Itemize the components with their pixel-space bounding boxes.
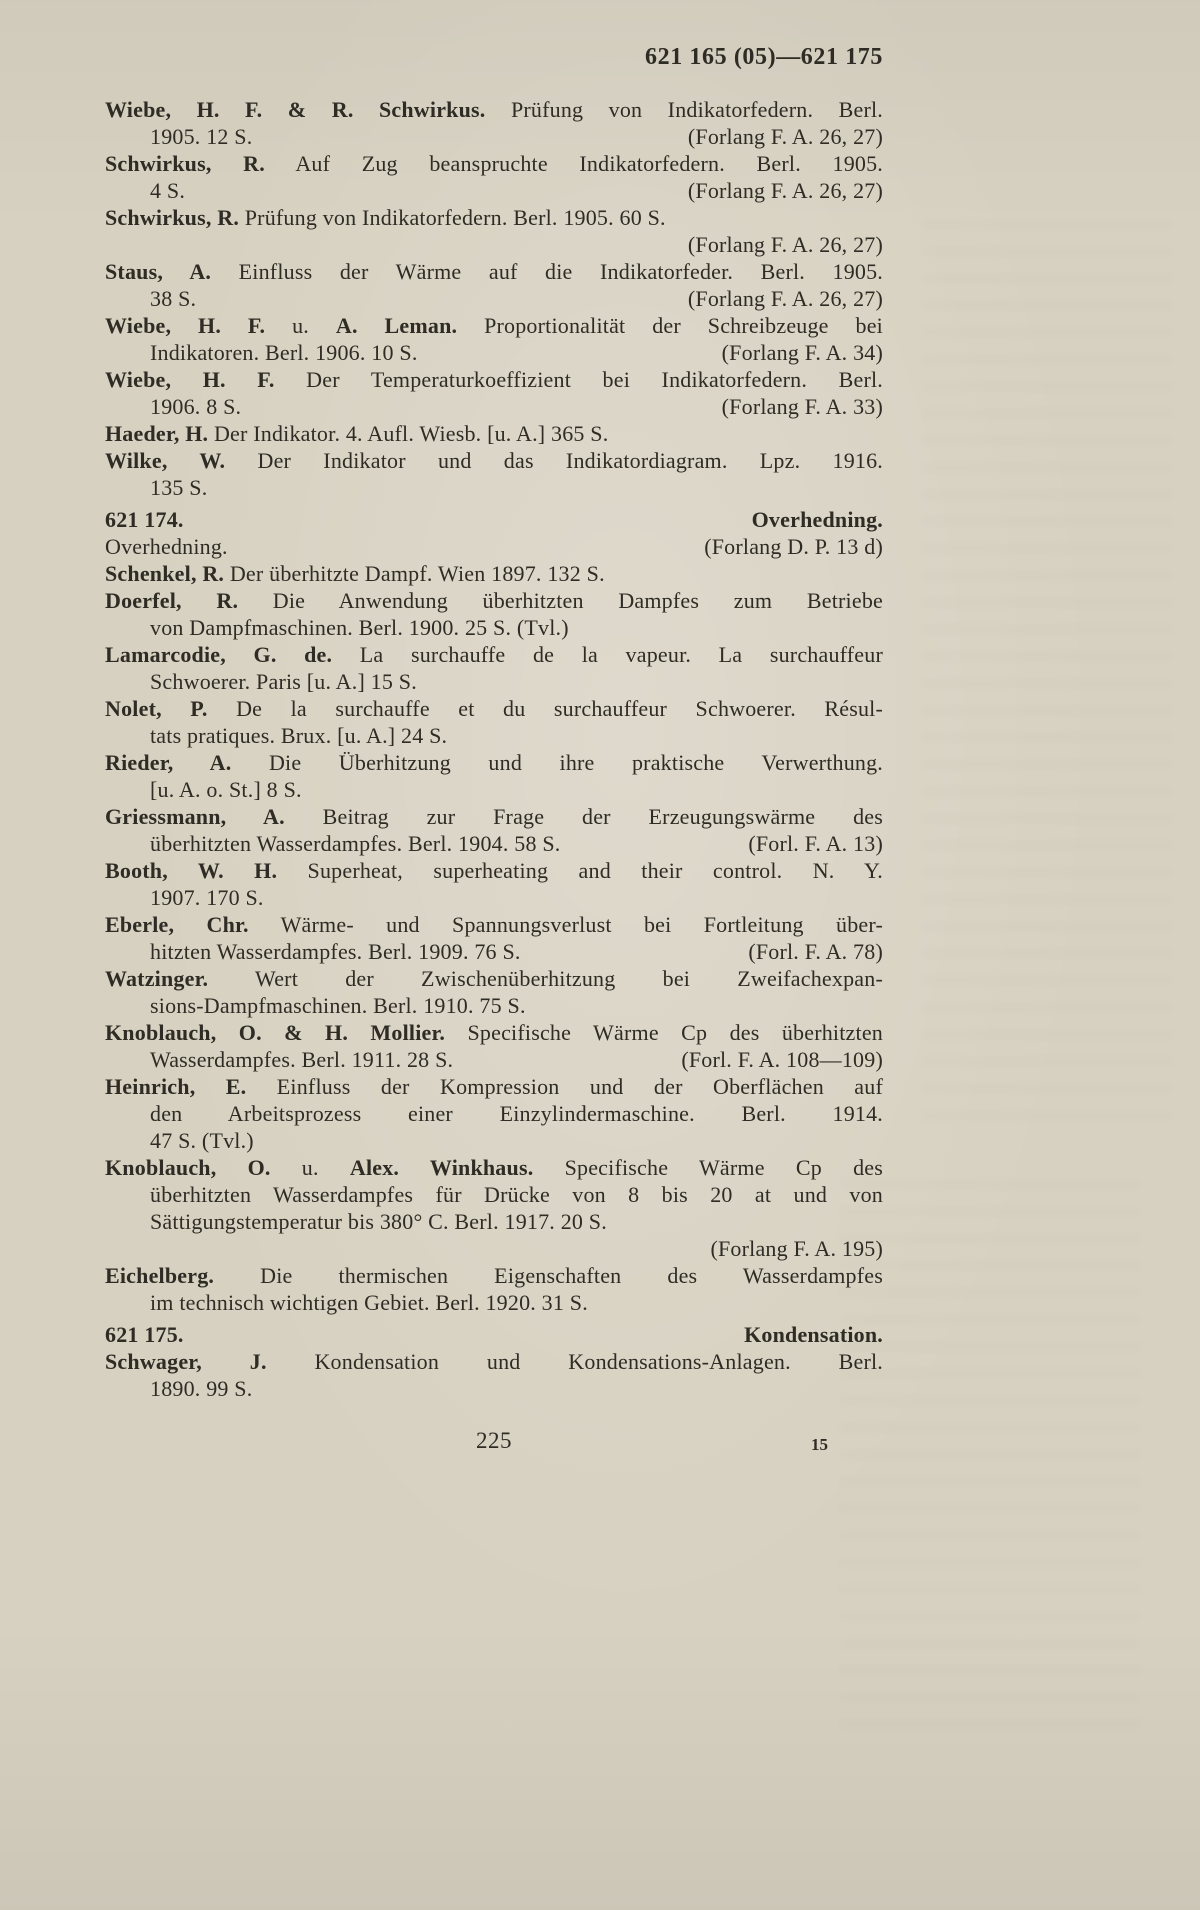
text-line [105,150,883,177]
text-line [105,1262,883,1289]
entry-text: Der Indikator und das Indikatordiagram. Lpz. 1916. [257,448,884,473]
bibliography-entry [105,803,883,857]
author-name: Staus, A. [105,259,212,284]
line-left-text [150,938,521,965]
bibliography-entry [105,96,883,150]
section-heading-text: 621 175. [105,1322,184,1347]
entry-text: (Forl. F. A. 108—109) [681,1047,883,1072]
author-name: Doerfel, R. [105,588,239,613]
section-note-text: (Forlang D. P. 13 d) [704,534,883,559]
author-name: Griessmann, A. [105,804,285,829]
entry-text: sions-Dampfmaschinen. Berl. 1910. 75 S. [150,993,526,1018]
text-line [105,668,883,695]
text-line [105,506,883,533]
bibliography-entry [105,420,883,447]
line-reference [752,506,883,533]
text-line [105,339,883,366]
author-name: Wiebe, H. F. [105,313,266,338]
author-name: Alex. Winkhaus. [349,1155,534,1180]
line-reference [748,938,883,965]
entry-text: Indikatoren. Berl. 1906. 10 S. [150,340,418,365]
entry-text: Kondensation und Kondensations-Anlagen. Berl. [314,1349,883,1374]
entry-text: Einfluss der Kompression und der Oberflächen auf [276,1074,883,1099]
entry-text: im technisch wichtigen Gebiet. Berl. 1920. 31 S. [150,1290,588,1315]
entry-text: den Arbeitsprozess einer Einzylindermaschine. Berl. 1914. [150,1101,883,1126]
entry-text: von Dampfmaschinen. Berl. 1900. 25 S. (Tvl.) [150,615,569,640]
bibliography-entry [105,857,883,911]
line-left-text [150,285,196,312]
entry-text: Die thermischen Eigenschaften des Wasserdampfes [260,1263,883,1288]
author-name: Wilke, W. [105,448,226,473]
text-line [105,1181,883,1208]
text-line [105,749,883,776]
text-line [105,1289,883,1316]
entry-text: (Forlang F. A. 26, 27) [687,286,883,311]
text-line [105,1019,883,1046]
text-line [105,776,883,803]
author-name: Lamarcodie, G. de. [105,642,333,667]
entry-text: Einfluss der Wärme auf die Indikatorfeder. Berl. 1905. [238,259,883,284]
entry-text: (Forlang F. A. 195) [710,1236,883,1261]
line-reference [704,533,883,560]
text-line [105,285,883,312]
bibliography-entry [105,204,883,258]
author-name: Nolet, P. [105,696,208,721]
text-line [105,1046,883,1073]
bibliography-entry [105,641,883,695]
line-reference [681,1046,883,1073]
text-line [105,258,883,285]
section-heading-text: 621 174. [105,507,184,532]
text-line [105,1348,883,1375]
entry-text: Proportionalität der Schreibzeuge bei [484,313,883,338]
entry-text: u. [292,313,309,338]
text-line [105,614,883,641]
entry-text: (Forlang F. A. 26, 27) [687,232,883,257]
text-line [105,857,883,884]
line-left-text [105,533,228,560]
section-heading [105,506,883,560]
line-reference [688,177,883,204]
entry-text: hitzten Wasserdampfes. Berl. 1909. 76 S. [150,939,521,964]
running-head-classification-range: 621 165 (05)—621 175 [645,44,883,70]
entry-text: Prüfung von Indikatorfedern. Berl. 1905. 60 S. [244,205,666,230]
entry-text: (Forl. F. A. 13) [748,831,883,856]
text-line [105,560,883,587]
bibliography-entry [105,1154,883,1262]
text-line [105,420,883,447]
entry-text: (Forl. F. A. 78) [748,939,883,964]
line-reference [688,123,883,150]
section-heading-text: Kondensation. [744,1322,883,1347]
bibliography-entry [105,965,883,1019]
text-line [105,474,883,501]
bleed-through-texture [840,1180,1140,1740]
entry-text: Superheat, superheating and their control. N. Y. [307,858,883,883]
text-line [105,533,883,560]
text-line [105,231,883,258]
line-left-text [150,177,185,204]
line-left-text [105,506,184,533]
bibliography-entry [105,1262,883,1316]
text-line [105,587,883,614]
bibliography-entry [105,1348,883,1402]
entry-text: Der Temperaturkoeffizient bei Indikatorfedern. Berl. [306,367,883,392]
line-reference [688,285,883,312]
author-name: Rieder, A. [105,750,232,775]
author-name: Watzinger. [105,966,209,991]
bibliography-entry [105,1019,883,1073]
bibliography-entry [105,560,883,587]
text-line [105,803,883,830]
line-reference [688,231,883,258]
text-line [105,1208,883,1235]
text-line [105,96,883,123]
bibliography-entry [105,749,883,803]
text-line [105,177,883,204]
entry-text: 135 S. [150,475,208,500]
author-name: Schenkel, R. [105,561,225,586]
line-left-text [105,1321,184,1348]
line-left-text [150,123,252,150]
author-name: Knoblauch, O. & H. Mollier. [105,1020,446,1045]
line-reference [744,1321,883,1348]
text-line [105,1235,883,1262]
author-name: Booth, W. H. [105,858,278,883]
bibliography-entry [105,258,883,312]
entry-text: Sättigungstemperatur bis 380° C. Berl. 1917. 20 S. [150,1209,607,1234]
entry-text: La surchauffe de la vapeur. La surchauffeur [359,642,883,667]
entry-text: überhitzten Wasserdampfes für Drücke von 8 bis 20 at und von [150,1182,883,1207]
entry-text: 1890. 99 S. [150,1376,253,1401]
text-line [105,911,883,938]
text-line [105,1321,883,1348]
author-name: A. Leman. [335,313,458,338]
entry-text: Schwoerer. Paris [u. A.] 15 S. [150,669,417,694]
author-name: Heinrich, E. [105,1074,247,1099]
entry-text: 1907. 170 S. [150,885,264,910]
entry-text: 38 S. [150,286,197,311]
page-footer [105,1428,883,1454]
entry-text: (Forlang F. A. 33) [721,394,883,419]
text-line [105,1100,883,1127]
line-left-text [150,339,418,366]
text-line [105,884,883,911]
line-left-text [150,393,241,420]
entry-text: 4 S. [150,178,186,203]
bleed-through-texture [922,220,1172,1120]
author-name: Haeder, H. [105,421,209,446]
printer-signature-number: 15 [811,1435,828,1454]
entry-text: (Forlang F. A. 26, 27) [687,124,883,149]
entry-text: Prüfung von Indikatorfedern. Berl. [510,97,884,122]
text-line [105,1154,883,1181]
entry-text: tats pratiques. Brux. [u. A.] 24 S. [150,723,448,748]
bibliography-entry [105,695,883,749]
author-name: Wiebe, H. F. [105,367,275,392]
text-line [105,830,883,857]
entry-text: Beitrag zur Frage der Erzeugungswärme des [322,804,883,829]
text-line [105,312,883,339]
entry-text: Specifische Wärme Cp des überhitzten [467,1020,884,1045]
entry-text: u. [301,1155,319,1180]
text-line [105,938,883,965]
text-line [105,123,883,150]
entry-text: 47 S. (Tvl.) [150,1128,254,1153]
line-left-text [150,1046,453,1073]
entry-text: Wert der Zwischenüberhitzung bei Zweifachexpan- [255,966,883,991]
text-line [105,366,883,393]
line-left-text [150,830,560,857]
text-line [105,1375,883,1402]
bibliography-entry [105,587,883,641]
line-reference [722,393,883,420]
entry-text: überhitzten Wasserdampfes. Berl. 1904. 58 S. [150,831,561,856]
entry-text: 1905. 12 S. [150,124,253,149]
author-name: Knoblauch, O. [105,1155,271,1180]
entry-text: 1906. 8 S. [150,394,242,419]
entry-text: Wärme- und Spannungsverlust bei Fortleitung über- [280,912,883,937]
entry-text: Wasserdampfes. Berl. 1911. 28 S. [150,1047,454,1072]
text-line [105,447,883,474]
bibliography-entry [105,366,883,420]
bibliography-list [105,96,883,1402]
text-line [105,1127,883,1154]
text-line [105,1073,883,1100]
text-line [105,204,883,231]
entry-text: Der überhitzte Dampf. Wien 1897. 132 S. [229,561,605,586]
section-heading [105,1321,883,1348]
author-name: Eichelberg. [105,1263,215,1288]
author-name: Schwirkus, R. [105,151,265,176]
entry-text: Die Anwendung überhitzten Dampfes zum Betriebe [272,588,883,613]
author-name: Schwager, J. [105,1349,267,1374]
entry-text: Die Überhitzung und ihre praktische Verwerthung. [268,750,884,775]
bibliography-entry [105,1073,883,1154]
author-name: Wiebe, H. F. & R. Schwirkus. [105,97,486,122]
entry-text: Specifische Wärme Cp des [564,1155,884,1180]
text-line [105,992,883,1019]
text-line [105,695,883,722]
entry-text: [u. A. o. St.] 8 S. [150,777,302,802]
text-column [105,42,883,1402]
entry-text: Auf Zug beanspruchte Indikatorfedern. Berl. 1905. [295,151,883,176]
text-line [105,641,883,668]
section-note-text: Overhedning. [105,534,228,559]
line-reference [748,830,883,857]
entry-text: (Forlang F. A. 34) [721,340,883,365]
section-heading-text: Overhedning. [751,507,883,532]
text-line [105,722,883,749]
author-name: Schwirkus, R. [105,205,240,230]
author-name: Eberle, Chr. [105,912,249,937]
line-reference [722,339,883,366]
entry-text: De la surchauffe et du surchauffeur Schwoerer. Résul- [236,696,884,721]
line-reference [710,1235,883,1262]
entry-text: (Forlang F. A. 26, 27) [687,178,883,203]
text-line [105,393,883,420]
bibliography-entry [105,150,883,204]
entry-text: Der Indikator. 4. Aufl. Wiesb. [u. A.] 365 S. [213,421,609,446]
bibliography-entry [105,447,883,501]
page-number: 225 [476,1428,512,1453]
bibliography-entry [105,312,883,366]
bibliography-entry [105,911,883,965]
text-line [105,965,883,992]
